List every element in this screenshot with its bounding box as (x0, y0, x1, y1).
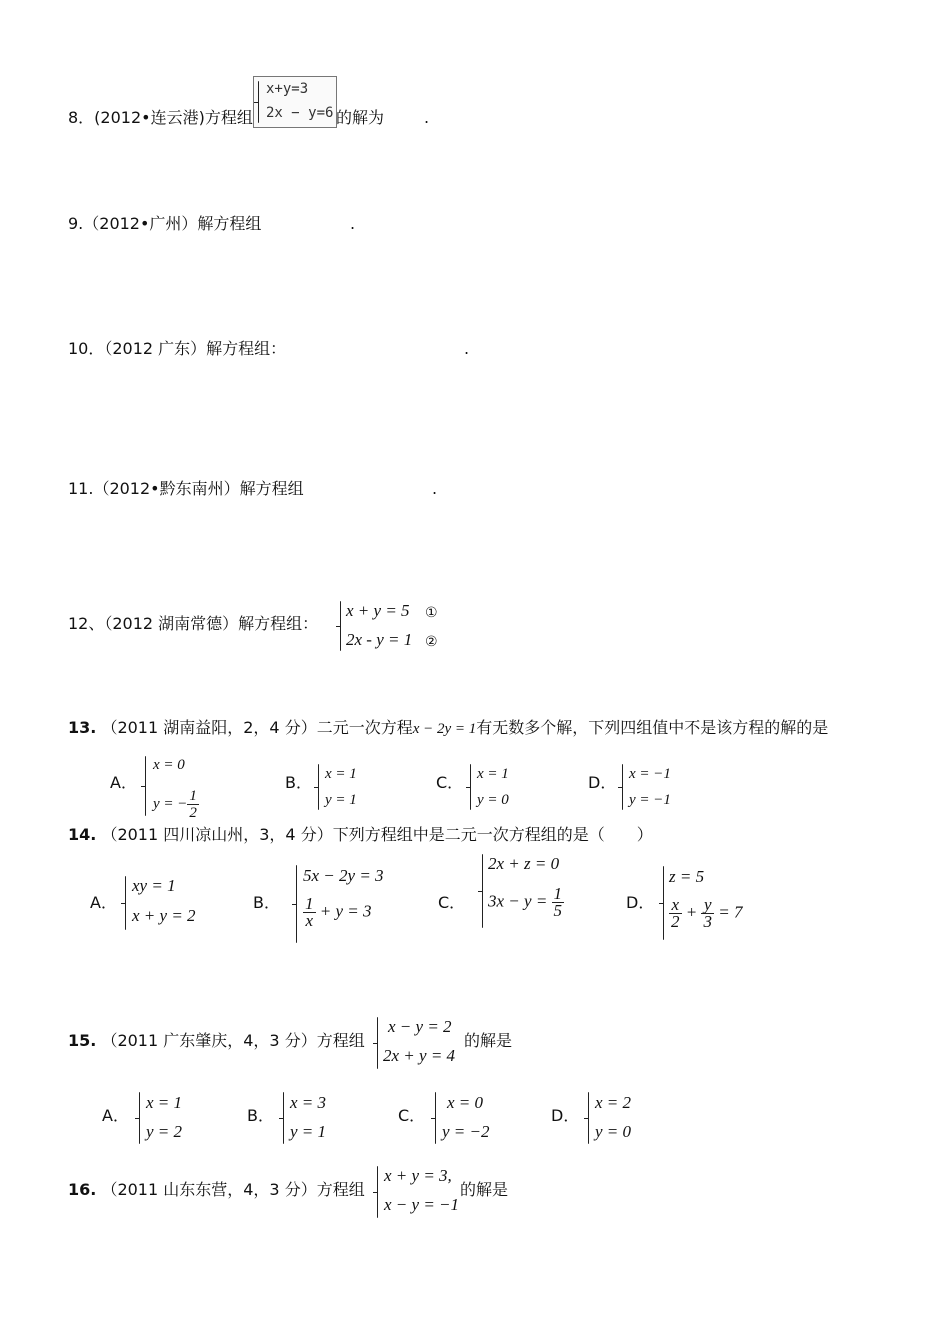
question-14-option-d-label[interactable]: D． (626, 893, 655, 912)
question-14-option-d-eq-2 (669, 897, 742, 930)
fraction (303, 896, 316, 929)
question-9-end-dot: . (350, 214, 356, 233)
question-14-option-d-eq-1: z = 5 (669, 867, 705, 886)
question-14-option-a-eq-2: x + y = 2 (132, 906, 196, 925)
brace-icon (145, 756, 146, 816)
question-16-text: （2011 山东东营，4，3 分）方程组 (101, 1180, 365, 1199)
question-13-option-a-eq-2 (153, 788, 199, 821)
question-13-option-c-eq-2: y = 0 (477, 792, 509, 808)
question-13-option-d-eq-1: x = −1 (629, 766, 671, 782)
question-15-eq-2: 2x + y = 4 (383, 1046, 456, 1065)
fraction-numerator: 1 (305, 894, 314, 913)
question-13-option-d-label[interactable]: D． (588, 773, 617, 792)
question-14-option-b-label[interactable]: B． (253, 893, 280, 912)
fraction (701, 897, 714, 930)
question-15-option-b-eq-2: y = 1 (290, 1122, 327, 1141)
question-13-option-c-eq-1: x = 1 (477, 766, 509, 782)
question-13-option-b-eq-2: y = 1 (325, 792, 357, 808)
circled-one-icon: ① (425, 605, 438, 621)
brace-icon (663, 866, 664, 940)
question-11-label: 11.（2012•黔东南州）解方程组 (68, 479, 304, 498)
question-15-option-a-label[interactable]: A． (102, 1106, 129, 1125)
question-13-text-after: 有无数多个解，下列四组值中不是该方程的解的是 (476, 718, 829, 737)
brace-icon (125, 876, 126, 930)
fraction-denominator: 3 (703, 912, 712, 931)
question-13-stem (68, 718, 828, 739)
question-15-eq-1: x − y = 2 (388, 1017, 452, 1036)
question-14-option-a-label[interactable]: A． (90, 893, 117, 912)
fraction (669, 897, 682, 930)
question-13-option-a-eq-1: x = 0 (153, 757, 185, 773)
option-a-eq-prefix: y = − (153, 795, 188, 812)
question-15-option-b-eq-1: x = 3 (290, 1093, 327, 1112)
brace-icon (377, 1017, 378, 1069)
question-15-stem (68, 1031, 365, 1051)
question-8-suffix: 的解为 (336, 108, 385, 127)
question-13-option-a-label[interactable]: A． (110, 773, 137, 792)
question-15-text: （2011 广东肇庆，4，3 分）方程组 (101, 1031, 365, 1050)
fraction-denominator: 2 (671, 912, 680, 931)
question-13-text-before: （2011 湖南益阳，2，4 分）二元一次方程 (101, 718, 413, 737)
fraction-numerator: x (669, 897, 682, 914)
question-12-eq-1: x + y = 5 (346, 601, 410, 620)
question-15-option-c-eq-1: x = 0 (447, 1093, 484, 1112)
question-15-option-d-label[interactable]: D． (551, 1106, 580, 1125)
option-c-eq-prefix: 3x − y = (488, 891, 548, 911)
brace-icon (470, 764, 471, 810)
question-16-suffix: 的解是 (460, 1180, 509, 1199)
brace-icon (435, 1092, 436, 1144)
brace-icon (258, 81, 259, 123)
question-13-equation: x − 2y = 1 (412, 721, 477, 737)
question-8-end-dot: . (424, 108, 430, 127)
circled-two-icon: ② (425, 634, 438, 650)
question-10-label: 10．（2012 广东）解方程组： (68, 339, 287, 358)
fraction-denominator: 5 (553, 901, 563, 920)
fraction-numerator: y (701, 897, 714, 914)
brace-icon (588, 1092, 589, 1144)
fraction-numerator: 1 (553, 884, 563, 903)
fraction (187, 788, 199, 821)
brace-icon (318, 764, 319, 810)
brace-icon (377, 1166, 378, 1218)
question-14-option-c-label[interactable]: C． (438, 893, 466, 912)
question-14-option-c-eq-2 (488, 886, 564, 919)
equation-line-1: x+y=3 (266, 81, 309, 97)
brace-icon (283, 1092, 284, 1144)
question-14-number: 14. (68, 825, 97, 844)
question-8-equation-system (253, 76, 337, 128)
fraction-denominator: x (305, 911, 314, 930)
question-16-eq-1: x + y = 3, (384, 1166, 452, 1185)
fraction-denominator: 2 (189, 805, 197, 821)
option-b-eq-rest: + y = 3 (319, 901, 372, 921)
question-14-option-c-eq-1: 2x + z = 0 (488, 854, 560, 873)
question-15-option-d-eq-1: x = 2 (595, 1093, 632, 1112)
question-15-option-d-eq-2: y = 0 (595, 1122, 632, 1141)
question-14-stem (68, 825, 653, 845)
question-11-end-dot: . (432, 479, 438, 498)
question-10-end-dot: . (464, 339, 470, 358)
question-15-option-c-label[interactable]: C． (398, 1106, 426, 1125)
question-12-label: 12、（2012 湖南常德）解方程组： (68, 614, 319, 633)
question-16-stem (68, 1180, 365, 1200)
question-9-label: 9.（2012•广州）解方程组 (68, 214, 262, 233)
question-13-option-c-label[interactable]: C． (436, 773, 464, 792)
question-14-option-b-eq-2 (303, 896, 372, 929)
option-d-eq-rest: = 7 (718, 902, 743, 922)
question-16-number: 16. (68, 1180, 97, 1199)
question-16-eq-2: x − y = −1 (384, 1195, 460, 1214)
question-15-suffix: 的解是 (464, 1031, 513, 1050)
question-15-option-b-label[interactable]: B． (247, 1106, 274, 1125)
question-15-option-a-eq-1: x = 1 (146, 1093, 183, 1112)
brace-icon (622, 764, 623, 810)
question-13-option-b-label[interactable]: B． (285, 773, 312, 792)
question-13-option-b-eq-1: x = 1 (325, 766, 357, 782)
question-15-option-a-eq-2: y = 2 (146, 1122, 183, 1141)
question-14-option-a-eq-1: xy = 1 (132, 876, 176, 895)
question-8-label: 8．(2012•连云港)方程组 (68, 108, 253, 127)
question-13-option-d-eq-2: y = −1 (629, 792, 671, 808)
question-12-eq-2: 2x - y = 1 (346, 630, 413, 649)
brace-icon (340, 601, 341, 651)
question-14-option-b-eq-1: 5x − 2y = 3 (303, 866, 384, 885)
question-15-number: 15. (68, 1031, 97, 1050)
equation-line-2: 2x − y=6 (266, 105, 334, 121)
brace-icon (482, 854, 483, 928)
question-14-text: （2011 四川凉山州，3，4 分）下列方程组中是二元一次方程组的是（ ） (101, 825, 653, 844)
brace-icon (139, 1092, 140, 1144)
plus-sign: + (685, 902, 698, 922)
fraction-numerator: 1 (189, 788, 197, 804)
fraction (552, 886, 565, 919)
question-15-option-c-eq-2: y = −2 (442, 1122, 490, 1141)
brace-icon (296, 865, 297, 943)
question-13-number: 13. (68, 718, 97, 737)
